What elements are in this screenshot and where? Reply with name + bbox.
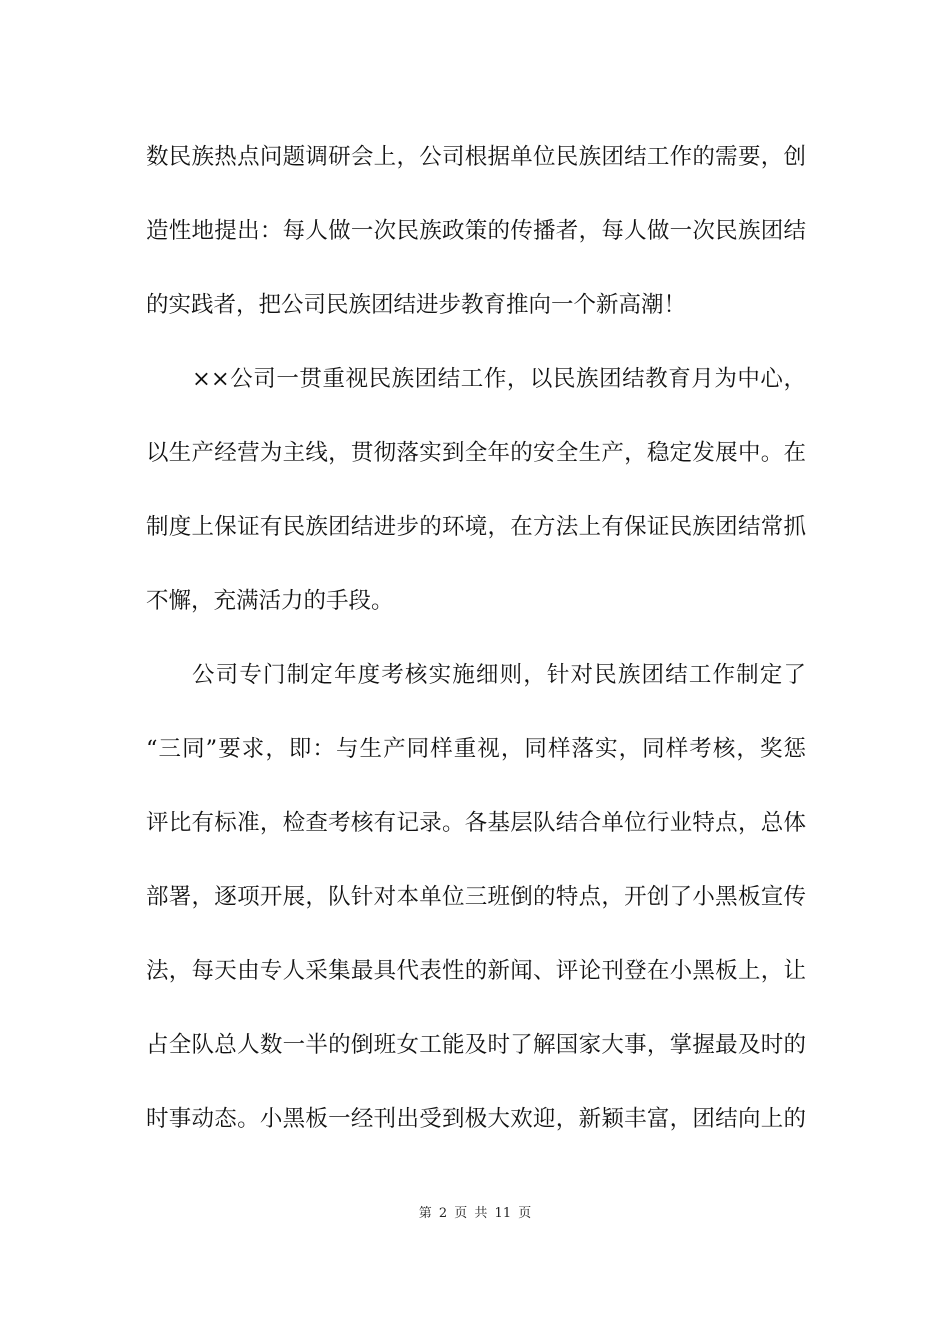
text-line: 占全队总人数一半的倒班女工能及时了解国家大事，掌握最及时的: [146, 1032, 806, 1058]
text-line: 法，每天由专人采集最具代表性的新闻、评论刊登在小黑板上，让: [146, 958, 806, 984]
text-line: 评比有标准，检查考核有记录。各基层队结合单位行业特点，总体: [146, 810, 806, 836]
text-line: “三同”要求，即：与生产同样重视，同样落实，同样考核，奖惩: [146, 736, 806, 762]
text-line: 数民族热点问题调研会上，公司根据单位民族团结工作的需要，创: [146, 144, 806, 170]
paragraph-first-line: 公司专门制定年度考核实施细则，针对民族团结工作制定了: [192, 662, 806, 688]
text-line: 部署，逐项开展，队针对本单位三班倒的特点，开创了小黑板宣传: [146, 884, 806, 910]
text-line: 造性地提出：每人做一次民族政策的传播者，每人做一次民族团结: [146, 218, 806, 244]
text-line: 制度上保证有民族团结进步的环境，在方法上有保证民族团结常抓: [146, 514, 806, 540]
paragraph-first-line: ××公司一贯重视民族团结工作，以民族团结教育月为中心，: [192, 366, 806, 392]
text-line: 以生产经营为主线，贯彻落实到全年的安全生产，稳定发展中。在: [146, 440, 806, 466]
page-number-footer: 第 2 页 共 11 页: [418, 1206, 532, 1221]
text-line: 不懈，充满活力的手段。: [146, 588, 394, 614]
text-line: 时事动态。小黑板一经刊出受到极大欢迎，新颖丰富，团结向上的: [146, 1106, 806, 1132]
text-line: 的实践者，把公司民族团结进步教育推向一个新高潮！: [146, 292, 687, 318]
